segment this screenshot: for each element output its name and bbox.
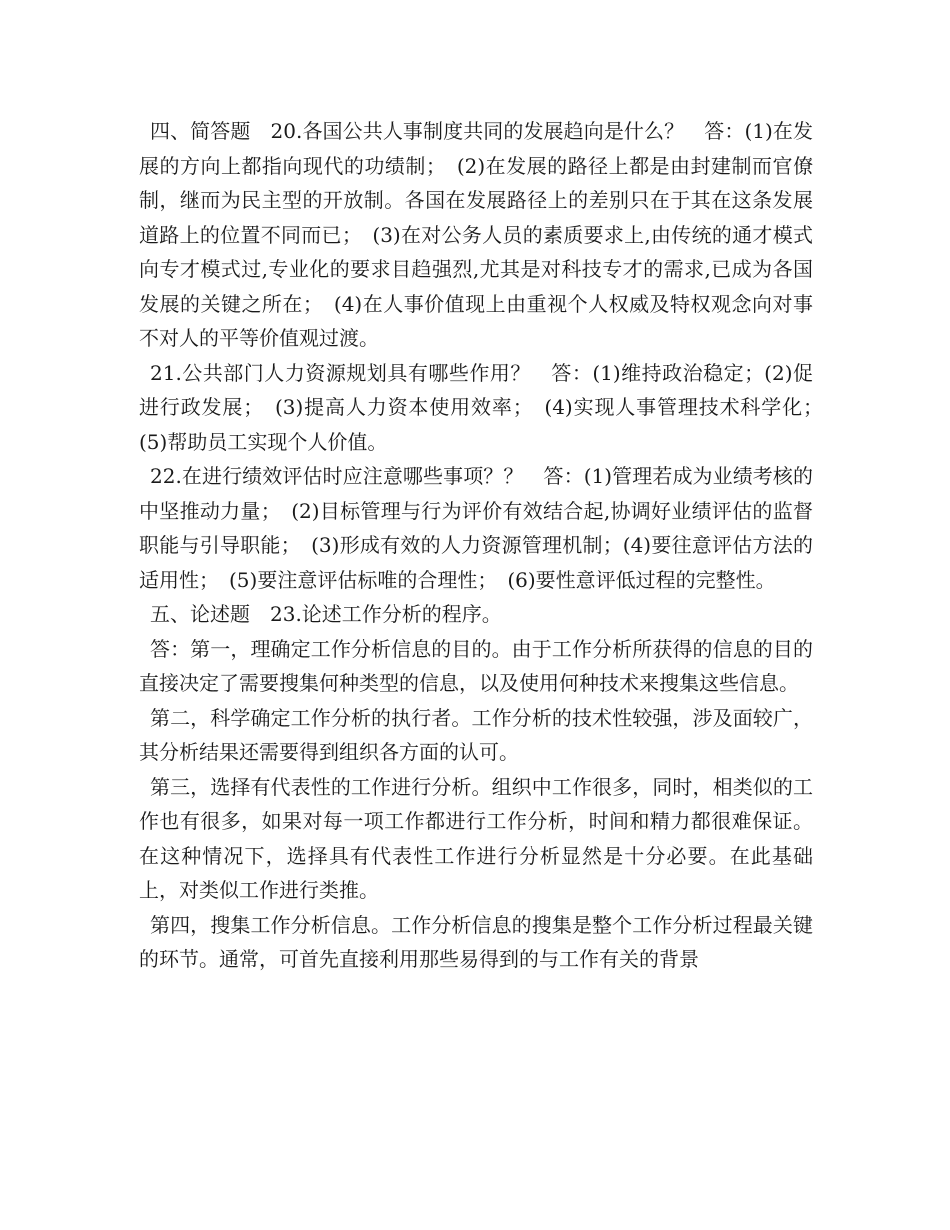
paragraph-answer-step2: 第二，科学确定工作分析的执行者。工作分析的技术性较强，涉及面较广，其分析结果还需要得到组织各方面的认可。 [139, 705, 813, 764]
paragraph-answer-step3: 第三，选择有代表性的工作进行分析。组织中工作很多，同时，相类似的工作也有很多，如果对每一项工作都进行工作分析，时间和精力都很难保证。在这种情况下，选择具有代表性工作进行分析显然是十分必要。在此基础上，对类似工作进行类推。 [139, 774, 813, 902]
paragraph-essay-q23: 五、论述题 23.论述工作分析的程序。 [150, 602, 502, 626]
paragraph-short-answer-q20: 四、简答题 20.各国公共人事制度共同的发展趋向是什么？ 答：(1)在发展的方向上都指向现代的功绩制； (2)在发展的路径上都是由封建制而官僚制，继而为民主型的开放制。各国在发展路径上的差别只在于其在这条发展道路上的位置不同而已； (3)在对公务人员的素质要求上,由传统的通才模式向专才模式过,专业化的要求目趋强烈,尤其是对科技专才的需求,已成为各国发展的关键之所在； (4)在人事价值现上由重视个人权威及特权观念向对事不对人的平等价值观过渡。 [139, 119, 813, 350]
paragraph-q21: 21.公共部门人力资源规划具有哪些作用？ 答：(1)维持政治稳定；(2)促进行政发展； (3)提高人力资本使用效率； (4)实现人事管理技术科学化； (5)帮助员工实现个人价值。 [139, 360, 833, 454]
document-page [139, 114, 833, 977]
paragraph-answer-step4: 第四，搜集工作分析信息。工作分析信息的搜集是整个工作分析过程最关键的环节。通常，可首先直接利用那些易得到的与工作有关的背景 [139, 912, 813, 971]
paragraph-q22: 22.在进行绩效评估时应注意哪些事项？？ 答：(1)管理若成为业绩考核的中坚推动力量； (2)目标管理与行为评价有效结合起,协调好业绩评估的监督职能与引导职能； (3)形成有效的人力资源管理机制；(4)要往意评估方法的适用性； (5)要注意评估标唯的合理性； (6)要性意评低过程的完整性。 [139, 464, 813, 592]
paragraph-answer-step1: 答：第一，理确定工作分析信息的目的。由于工作分析所获得的信息的目的直接决定了需要搜集何种类型的信息，以及使用何种技术来搜集这些信息。 [139, 636, 813, 695]
